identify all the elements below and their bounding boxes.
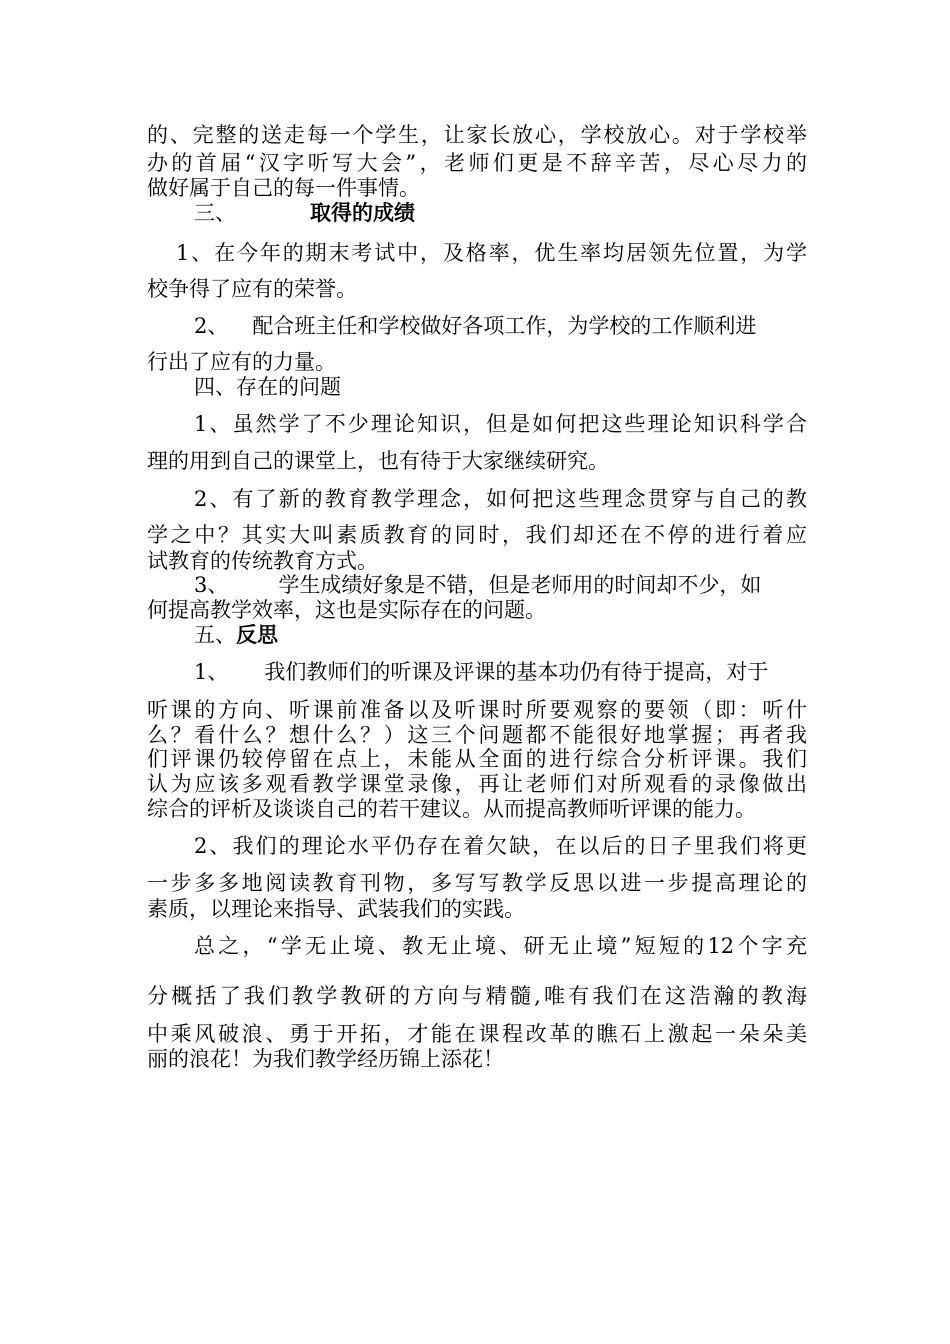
paragraph-line: 一步多多地阅读教育刊物，多写写教学反思以进一步提高理论的 [147, 871, 807, 895]
paragraph-line: 听课的方向、听课前准备以及听课时所要观察的要领（即：听什 [147, 698, 807, 722]
paragraph-line: 2、我们的理论水平仍存在着欠缺，在以后的日子里我们将更 [194, 834, 807, 858]
paragraph-line: 分概括了我们教学教研的方向与精髓,唯有我们在这浩瀚的教海 [147, 984, 807, 1008]
paragraph-line: 试教育的传统教育方式。 [147, 549, 378, 573]
paragraph-line: 行出了应有的力量。 [147, 350, 336, 374]
section-heading-problems: 四、存在的问题 [194, 375, 341, 399]
item-text: 配合班主任和学校做好各项工作，为学校的工作顺利进 [252, 314, 757, 338]
item-text: 我们教师们的听课及评课的基本功仍有待于提高，对于 [264, 660, 769, 684]
paragraph-line [194, 572, 807, 598]
heading-title: 取得的成绩 [310, 200, 415, 225]
section-heading-reflection [194, 622, 807, 648]
paragraph-line: 何提高教学效率，这也是实际存在的问题。 [147, 598, 546, 622]
item-number: 3、 [194, 573, 229, 597]
paragraph-line: 总之，“学无止境、教无止境、研无止境”短短的12个字充 [194, 934, 807, 958]
paragraph-line: 么？看什么？想什么？）这三个问题都不能很好地掌握；再者我 [147, 723, 807, 747]
paragraph-line [194, 659, 807, 685]
paragraph-line: 1、虽然学了不少理论知识，但是如何把这些理论知识科学合 [194, 412, 807, 436]
section-heading-achievements [194, 200, 807, 226]
paragraph-line: 认为应该多观看教学课堂录像，再让老师们对所观看的录像做出 [147, 772, 807, 796]
item-number: 2、 [194, 314, 229, 338]
paragraph-line: 中乘风破浪、勇于开拓，才能在课程改革的瞧石上激起一朵朵美 [147, 1022, 807, 1046]
heading-number: 五、 [194, 623, 236, 647]
paragraph-line: 综合的评析及谈谈自己的若干建议。从而提高教师听评课的能力。 [147, 797, 756, 821]
paragraph-line: 的、完整的送走每一个学生，让家长放心，学校放心。对于学校举 [147, 123, 807, 147]
paragraph-line: 2、有了新的教育教学理念，如何把这些理念贯穿与自己的教 [194, 487, 807, 511]
paragraph-line: 理的用到自己的课堂上，也有待于大家继续研究。 [147, 449, 609, 473]
paragraph-line: 丽的浪花！为我们教学经历锦上添花！ [147, 1047, 504, 1071]
paragraph-line: 1、在今年的期末考试中，及格率，优生率均居领先位置，为学 [176, 241, 807, 265]
heading-title: 反思 [236, 622, 278, 647]
paragraph-line: 学之中？其实大叫素质教育的同时，我们却还在不停的进行着应 [147, 523, 807, 547]
paragraph-line: 做好属于自己的每一件事情。 [147, 176, 420, 200]
paragraph-line: 办的首届“汉字听写大会”，老师们更是不辞辛苦，尽心尽力的 [147, 151, 807, 175]
paragraph-line [194, 313, 807, 339]
paragraph-line: 素质，以理论来指导、武装我们的实践。 [147, 897, 525, 921]
item-number: 1、 [194, 660, 229, 684]
item-text: 学生成绩好象是不错，但是老师用的时间却不少，如 [278, 573, 762, 597]
paragraph-line: 校争得了应有的荣誉。 [147, 277, 357, 301]
heading-number: 三、 [194, 201, 236, 225]
paragraph-line: 们评课仍较停留在点上，未能从全面的进行综合分析评课。我们 [147, 747, 807, 771]
